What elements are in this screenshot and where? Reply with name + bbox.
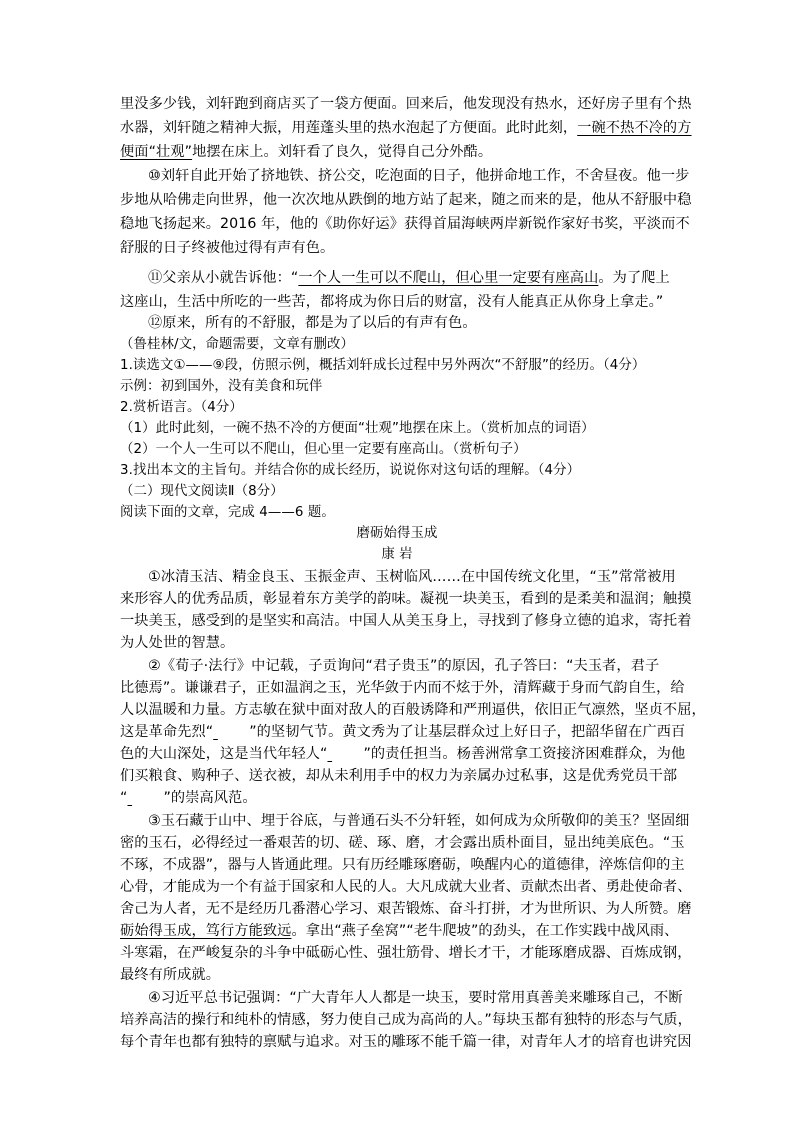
text-line: ②《荀子·法行》中记载，子贡询问“君子贵玉”的原因，孔子答曰：“夫玉者，君子 <box>148 658 660 674</box>
text-span: 色的大山深处，这是当代年轻人“ <box>120 746 328 762</box>
article-title: 磨砺始得玉成 <box>356 526 438 541</box>
text-line: ④习近平总书记强调：“广大青年人人都是一块玉，要时常用真善美来雕琢自己，不断 <box>148 990 683 1006</box>
text-line: ⑩刘轩自此开始了挤地铁、挤公交，吃泡面的日子，他拼命地工作，不舍昼夜。他一步 <box>148 168 690 184</box>
text-line: 舒服的日子终被他过得有声有色。 <box>120 240 335 256</box>
text-line: 这座山，生活中所吃的一些苦，都将成为你日后的财富，没有人能真正从你身上拿走。” <box>120 294 664 310</box>
text-line: 最终有所成就。 <box>120 967 221 983</box>
text-line: 为人处世的智慧。 <box>120 635 235 651</box>
text-line: 稳地飞扬起来。2016 年，他的《助你好运》获得首届海峡两岸新锐作家好书奖，平淡而不 <box>120 216 690 232</box>
text-line: 密的玉石，必得经过一番艰苦的切、磋、琢、磨，才会露出质朴面目，显出纯美底色。“玉 <box>120 835 685 851</box>
question-2-part-2: （2）一个人一生可以不爬山，但心里一定要有座高山。（赏析句子） <box>120 442 527 457</box>
text-span: 这是革命先烈“ <box>120 724 214 740</box>
text-line <box>120 743 685 765</box>
text-span: ”的责任担当。杨善洲常拿工资接济困难群众，为他 <box>363 746 686 762</box>
underlined-text: 砺始得玉成，笃行方能致远 <box>120 923 292 939</box>
text-line: 人以温暖和力量。方志敏在狱中面对敌人的百般诱降和严刑逼供，依旧正气凛然，坚贞不屈， <box>120 702 706 718</box>
source-note: （鲁桂林/文，命题需要，文章有删改） <box>120 337 354 352</box>
text-line <box>120 898 692 920</box>
text-line: ⑫原来，所有的不舒服，都是为了以后的有声有色。 <box>148 315 477 331</box>
text-span: 。拿出“燕子垒窝”“老牛爬坡”的劲头，在工作实践中战风雨、 <box>291 923 679 939</box>
fill-in-blank <box>213 721 249 743</box>
text-line: 每个青年也都有独特的禀赋与追求。对玉的雕琢不能千篇一律，对青年人才的培育也讲究因 <box>120 1034 692 1050</box>
text-line: 步地从哈佛走向世界，他一次次地从跌倒的地方站了起来，随之而来的是，他从不舒服中稳 <box>120 192 692 208</box>
text-line: 斗寒霜，在严峻复杂的斗争中砥砺心性、强壮筋骨、增长才干，才能琢磨成器、百炼成钢， <box>120 945 692 961</box>
text-span: 。为了爬上 <box>598 270 670 286</box>
text-line <box>148 267 670 289</box>
text-span: ⑪父亲从小就告诉他：“ <box>148 270 299 286</box>
text-line: 们买粮食、购种子、送衣被，却从未利用手中的权力为亲属办过私事，这是优秀党员干部 <box>120 768 678 784</box>
text-span: ”的崇高风范。 <box>163 790 257 806</box>
text-span: 水器，刘轩随之精神大振，用莲蓬头里的热水泡起了方便面。此时此刻， <box>120 120 578 136</box>
text-line: 心骨，才能成为一个有益于国家和人民的人。大凡成就大业者、贡献杰出者、勇赴使命者、 <box>120 879 692 895</box>
text-line: ③玉石藏于山中、埋于谷底，与普通石头不分轩轾，如何成为众所敬仰的美玉？坚固细 <box>148 813 690 829</box>
text-span: 磨 <box>677 901 692 917</box>
text-line: 比德焉”。谦谦君子，正如温润之玉，光华敛于内而不炫于外，清辉藏于身而气韵自生，给 <box>120 680 685 696</box>
text-span: “ <box>120 790 128 806</box>
text-span: ”的坚韧气节。黄文秀为了让基层群众过上好日子，把韶华留在广西百 <box>249 724 686 740</box>
text-line <box>120 920 678 942</box>
text-line <box>120 141 492 163</box>
article-author: 康 岩 <box>381 547 413 562</box>
text-line: 培养高洁的操行和纯朴的情感，努力使自己成为高尚的人。”每块玉都有独特的形态与气质， <box>120 1012 692 1028</box>
text-line <box>120 721 685 743</box>
section-heading: （二）现代文阅读Ⅱ（8分） <box>120 484 284 499</box>
fill-in-blank <box>127 787 163 809</box>
text-line: 不琢，不成器”，器与人皆通此理。只有历经雕琢磨砺，唤醒内心的道德律，淬炼信仰的主 <box>120 857 685 873</box>
question-2: 2.赏析语言。（4分） <box>120 400 243 415</box>
text-line <box>120 117 692 139</box>
underlined-text: 便面“壮观” <box>120 144 193 160</box>
question-2-part-1: （1）此时此刻，一碗不热不冷的方便面“壮观”地摆在床上。（赏析加点的词语） <box>120 421 595 436</box>
text-line: 一块美玉，感受到的是坚实和高洁。中国人从美玉身上，寻找到了修身立德的追求，寄托着 <box>120 613 692 629</box>
text-line: 里没多少钱，刘轩跑到商店买了一袋方便面。回来后，他发现没有热水，还好房子里有个热 <box>120 96 692 112</box>
underlined-text: 一个人一生可以不爬山，但心里一定要有座高山 <box>298 270 599 286</box>
section-instruction: 阅读下面的文章，完成 4——6 题。 <box>120 505 335 520</box>
underlined-text: 一碗不热不冷的方 <box>577 120 692 136</box>
text-span: 地摆在床上。刘轩看了良久，觉得自己分外酷。 <box>192 144 493 160</box>
text-line <box>120 787 257 809</box>
question-1: 1.读选文①——⑨段，仿照示例，概括刘轩成长过程中另外两次“不舒服”的经历。（4分） <box>120 358 646 373</box>
question-3: 3.找出本文的主旨句。并结合你的成长经历，说说你对这句话的理解。（4分） <box>120 463 581 478</box>
text-line: 来形容人的优秀品质，彰显着东方美学的韵味。凝视一块美玉，看到的是柔美和温润；触摸 <box>120 591 692 607</box>
text-line: ①冰清玉洁、精金良玉、玉振金声、玉树临风……在中国传统文化里，“玉”常常被用 <box>148 569 676 585</box>
text-span: 舍己为人者，无不是经历几番潜心学习、艰苦锻炼、奋斗打拼，才为世所识、为人所赞。 <box>120 901 678 917</box>
fill-in-blank <box>327 743 363 765</box>
question-1-example: 示例：初到国外，没有美食和玩伴 <box>120 379 323 394</box>
